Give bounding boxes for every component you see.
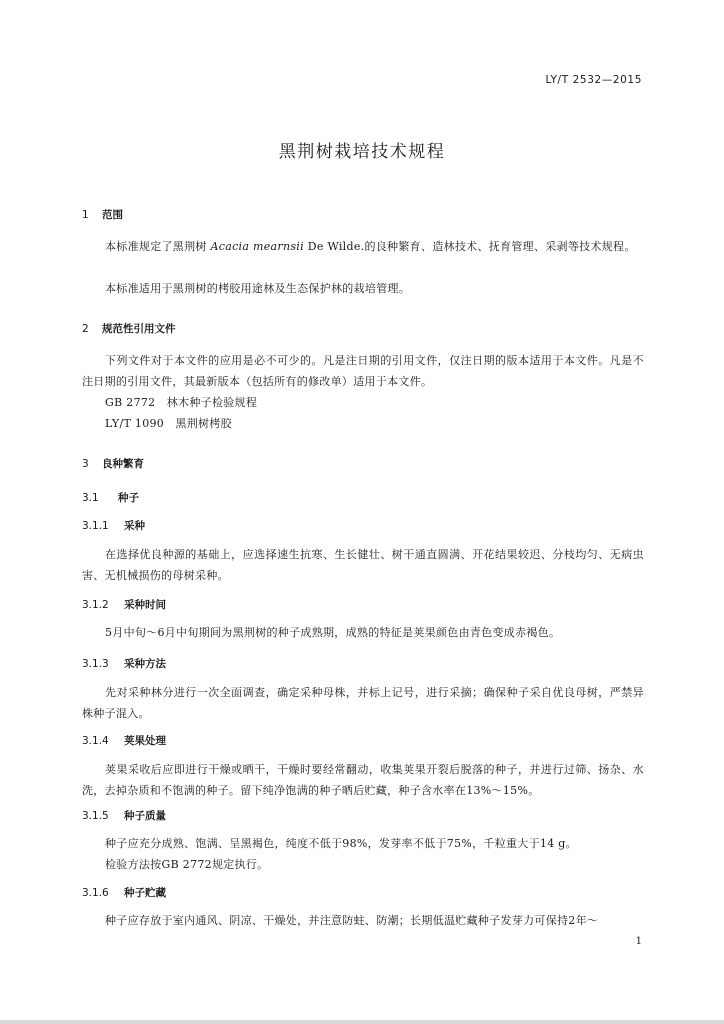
section-3-1-6-heading [82,885,166,900]
section-number: 3.1.6 [82,887,109,899]
references-paragraph: 下列文件对于本文件的应用是必不可少的。凡是注日期的引用文件，仅注日期的版本适用于本文件。凡是不注日期的引用文件，其最新版本（包括所有的修改单）适用于本文件。 [82,354,644,388]
section-3-heading [82,456,144,471]
section-number: 2 [82,323,89,335]
section-3-1-1-heading [82,518,145,533]
section-number: 1 [82,209,89,221]
section-number: 3.1.3 [82,658,109,670]
document-title: 黑荆树栽培技术规程 [278,142,446,162]
section-number: 3.1.5 [82,810,109,822]
section-number: 3.1.4 [82,735,109,747]
section-3-1-5-heading [82,808,166,823]
section-title: 种子贮藏 [124,887,166,899]
section-title: 种子 [118,492,139,504]
section-number: 3.1.2 [82,599,109,611]
scope-text-1b: De Wilde.的良种繁育、造林技术、抚育管理、采剥等技术规程。 [303,240,636,253]
scope-latin-name: Acacia mearnsii [210,240,304,253]
section-3-1-2-heading [82,597,166,612]
seed-storage-paragraph: 种子应存放于室内通风、阴凉、干燥处，并注意防蛀、防潮；长期低温贮藏种子发芽力可保持2年～ [105,914,599,927]
collection-time-paragraph: 5月中旬～6月中旬期间为黑荆树的种子成熟期，成熟的特征是荚果颜色由青色变成赤褐色。 [105,626,561,639]
reference-gb2772: GB 2772 林木种子检验规程 [105,396,258,409]
scope-paragraph-2: 本标准适用于黑荆树的栲胶用途林及生态保护林的栽培管理。 [105,282,411,295]
section-title: 荚果处理 [124,735,166,747]
section-1-heading [82,207,123,222]
section-3-1-heading [82,490,139,505]
seed-collection-paragraph: 在选择优良种源的基础上，应选择速生抗寒、生长健壮、树干通直圆满、开花结果较迟、分枝均匀、无病虫害、无机械损伤的母树采种。 [82,548,644,582]
standard-code: LY/T 2532—2015 [545,74,642,86]
section-title: 规范性引用文件 [102,323,176,335]
section-3-1-4-heading [82,733,166,748]
scope-paragraph-1 [82,236,644,257]
reference-lyt1090: LY/T 1090 黑荆树栲胶 [105,417,232,430]
section-number: 3.1 [82,492,99,504]
section-title: 采种时间 [124,599,166,611]
page-bottom-edge [0,1020,724,1024]
pod-processing-paragraph: 荚果采收后应即进行干燥或晒干，干燥时要经常翻动，收集荚果开裂后脱落的种子，并进行过筛、扬杂、水洗，去掉杂质和不饱满的种子。留下纯净饱满的种子晒后贮藏，种子含水率在13%～15%。 [82,763,644,797]
section-3-1-3-heading [82,656,166,671]
seed-quality-paragraph-2: 检验方法按GB 2772规定执行。 [105,858,269,871]
section-number: 3.1.1 [82,520,109,532]
scope-text-1a: 本标准规定了黑荆树 [105,240,211,253]
collection-method-paragraph: 先对采种林分进行一次全面调查，确定采种母株，并标上记号，进行采摘；确保种子采自优良母树，严禁异株种子混入。 [82,686,644,720]
section-2-heading [82,321,176,336]
section-number: 3 [82,458,89,470]
section-title: 种子质量 [124,810,166,822]
section-title: 采种方法 [124,658,166,670]
seed-quality-paragraph-1: 种子应充分成熟、饱满、呈黑褐色，纯度不低于98%，发芽率不低于75%，千粒重大于14 g。 [105,837,577,850]
section-title: 范围 [102,209,123,221]
page-number: 1 [635,936,642,947]
section-title: 采种 [124,520,145,532]
section-title: 良种繁育 [102,458,144,470]
